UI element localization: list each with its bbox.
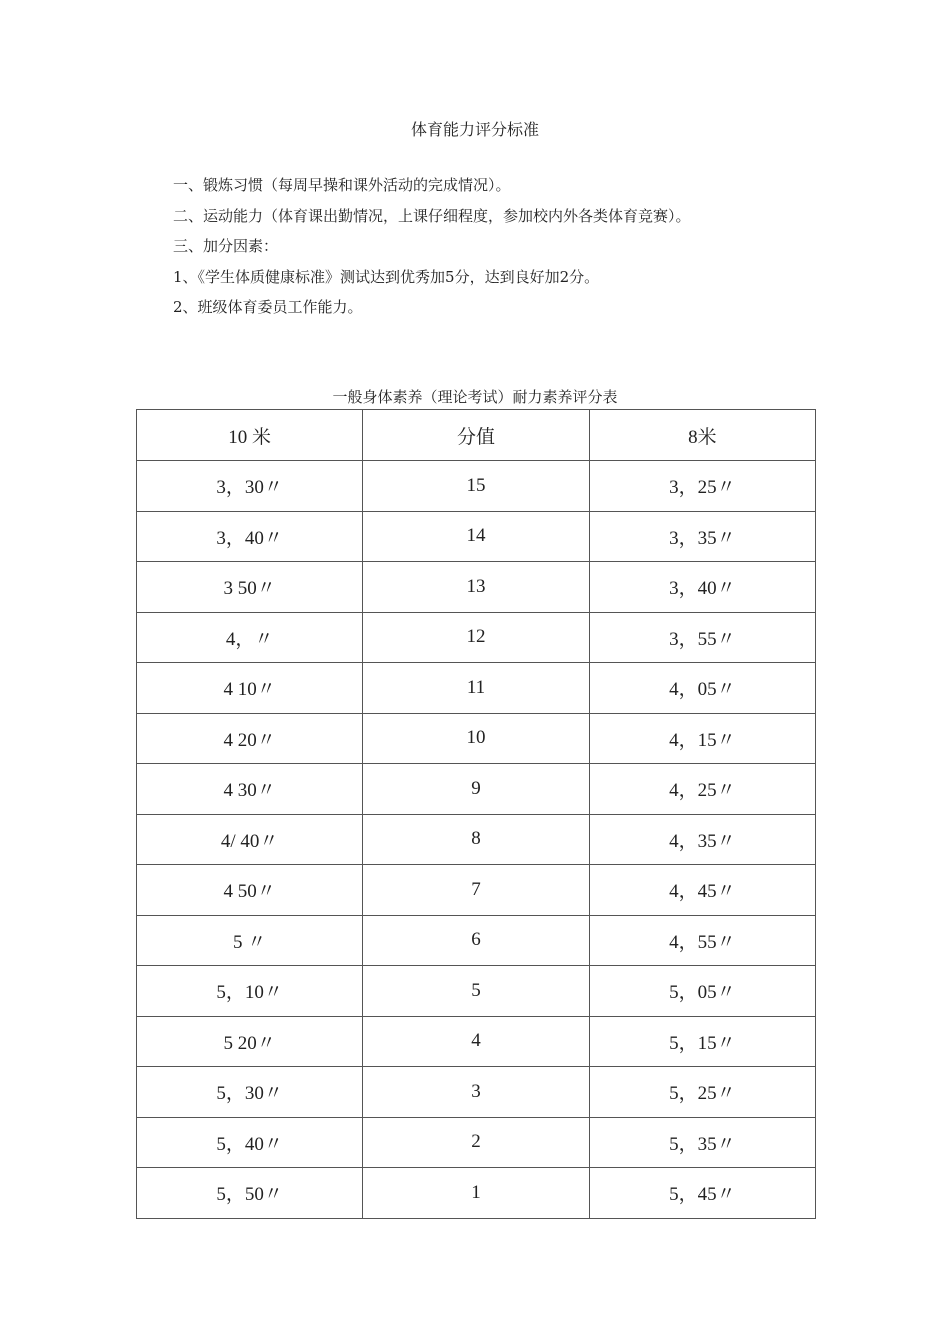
cell-10m-time: 3 50〃 [137,562,363,613]
cell-score: 13 [363,562,589,613]
cell-score: 6 [363,915,589,966]
criteria-list [173,175,873,328]
table-row [137,865,816,916]
criteria-item-1: 一、锻炼习惯（每周早操和课外活动的完成情况）。 [173,176,511,194]
cell-10m-time: 4 50〃 [137,865,363,916]
table-row [137,915,816,966]
cell-score: 12 [363,612,589,663]
cell-score: 15 [363,461,589,512]
table-row [137,511,816,562]
table-row [137,461,816,512]
cell-score: 7 [363,865,589,916]
cell-8m-time: 4，15〃 [589,713,815,764]
cell-10m-time: 4 10〃 [137,663,363,714]
cell-8m-time: 4，55〃 [589,915,815,966]
table-row [137,1016,816,1067]
cell-score: 4 [363,1016,589,1067]
cell-10m-time: 5，10〃 [137,966,363,1017]
cell-score: 10 [363,713,589,764]
cell-10m-time: 5 20〃 [137,1016,363,1067]
cell-8m-time: 5，35〃 [589,1117,815,1168]
cell-score: 2 [363,1117,589,1168]
header-score: 分值 [363,410,589,461]
table-row [137,764,816,815]
cell-10m-time: 4 30〃 [137,764,363,815]
cell-10m-time: 3，40〃 [137,511,363,562]
table-header-row [137,410,816,461]
cell-8m-time: 4，05〃 [589,663,815,714]
cell-score: 14 [363,511,589,562]
cell-score: 1 [363,1168,589,1219]
cell-score: 11 [363,663,589,714]
criteria-item-3: 三、加分因素： [173,237,279,255]
criteria-item-4: 1、《学生体质健康标准》测试达到优秀加5分，达到良好加2分。 [173,267,600,286]
table-row [137,1168,816,1219]
cell-8m-time: 4，35〃 [589,814,815,865]
cell-8m-time: 3，40〃 [589,562,815,613]
table-body [137,461,816,1219]
cell-8m-time: 5，05〃 [589,966,815,1017]
table-caption: 一般身体素养（理论考试）耐力素养评分表 [332,388,618,406]
table-row [137,612,816,663]
table-row [137,663,816,714]
header-8m: 8米 [589,410,815,461]
table-row [137,1117,816,1168]
criteria-item-5: 2、班级体育委员工作能力。 [173,298,363,316]
table-row [137,966,816,1017]
header-10m: 10 米 [137,410,363,461]
cell-score: 9 [363,764,589,815]
cell-10m-time: 4，〃 [137,612,363,663]
cell-10m-time: 5，40〃 [137,1117,363,1168]
cell-10m-time: 4 20〃 [137,713,363,764]
cell-10m-time: 3，30〃 [137,461,363,512]
table-row [137,713,816,764]
cell-8m-time: 3，25〃 [589,461,815,512]
table-row [137,562,816,613]
cell-score: 3 [363,1067,589,1118]
table-row [137,1067,816,1118]
cell-10m-time: 5，50〃 [137,1168,363,1219]
cell-8m-time: 4，25〃 [589,764,815,815]
cell-10m-time: 4/ 40〃 [137,814,363,865]
cell-10m-time: 5，30〃 [137,1067,363,1118]
criteria-item-2: 二、运动能力（体育课出勤情况，上课仔细程度，参加校内外各类体育竞赛）。 [173,206,691,225]
cell-8m-time: 3，35〃 [589,511,815,562]
page-title: 体育能力评分标准 [410,120,539,139]
cell-8m-time: 4，45〃 [589,865,815,916]
cell-8m-time: 5，25〃 [589,1067,815,1118]
cell-score: 5 [363,966,589,1017]
cell-8m-time: 3，55〃 [589,612,815,663]
cell-score: 8 [363,814,589,865]
cell-8m-time: 5，45〃 [589,1168,815,1219]
cell-8m-time: 5，15〃 [589,1016,815,1067]
table-row [137,814,816,865]
cell-10m-time: 5 〃 [137,915,363,966]
score-table [136,409,816,1219]
